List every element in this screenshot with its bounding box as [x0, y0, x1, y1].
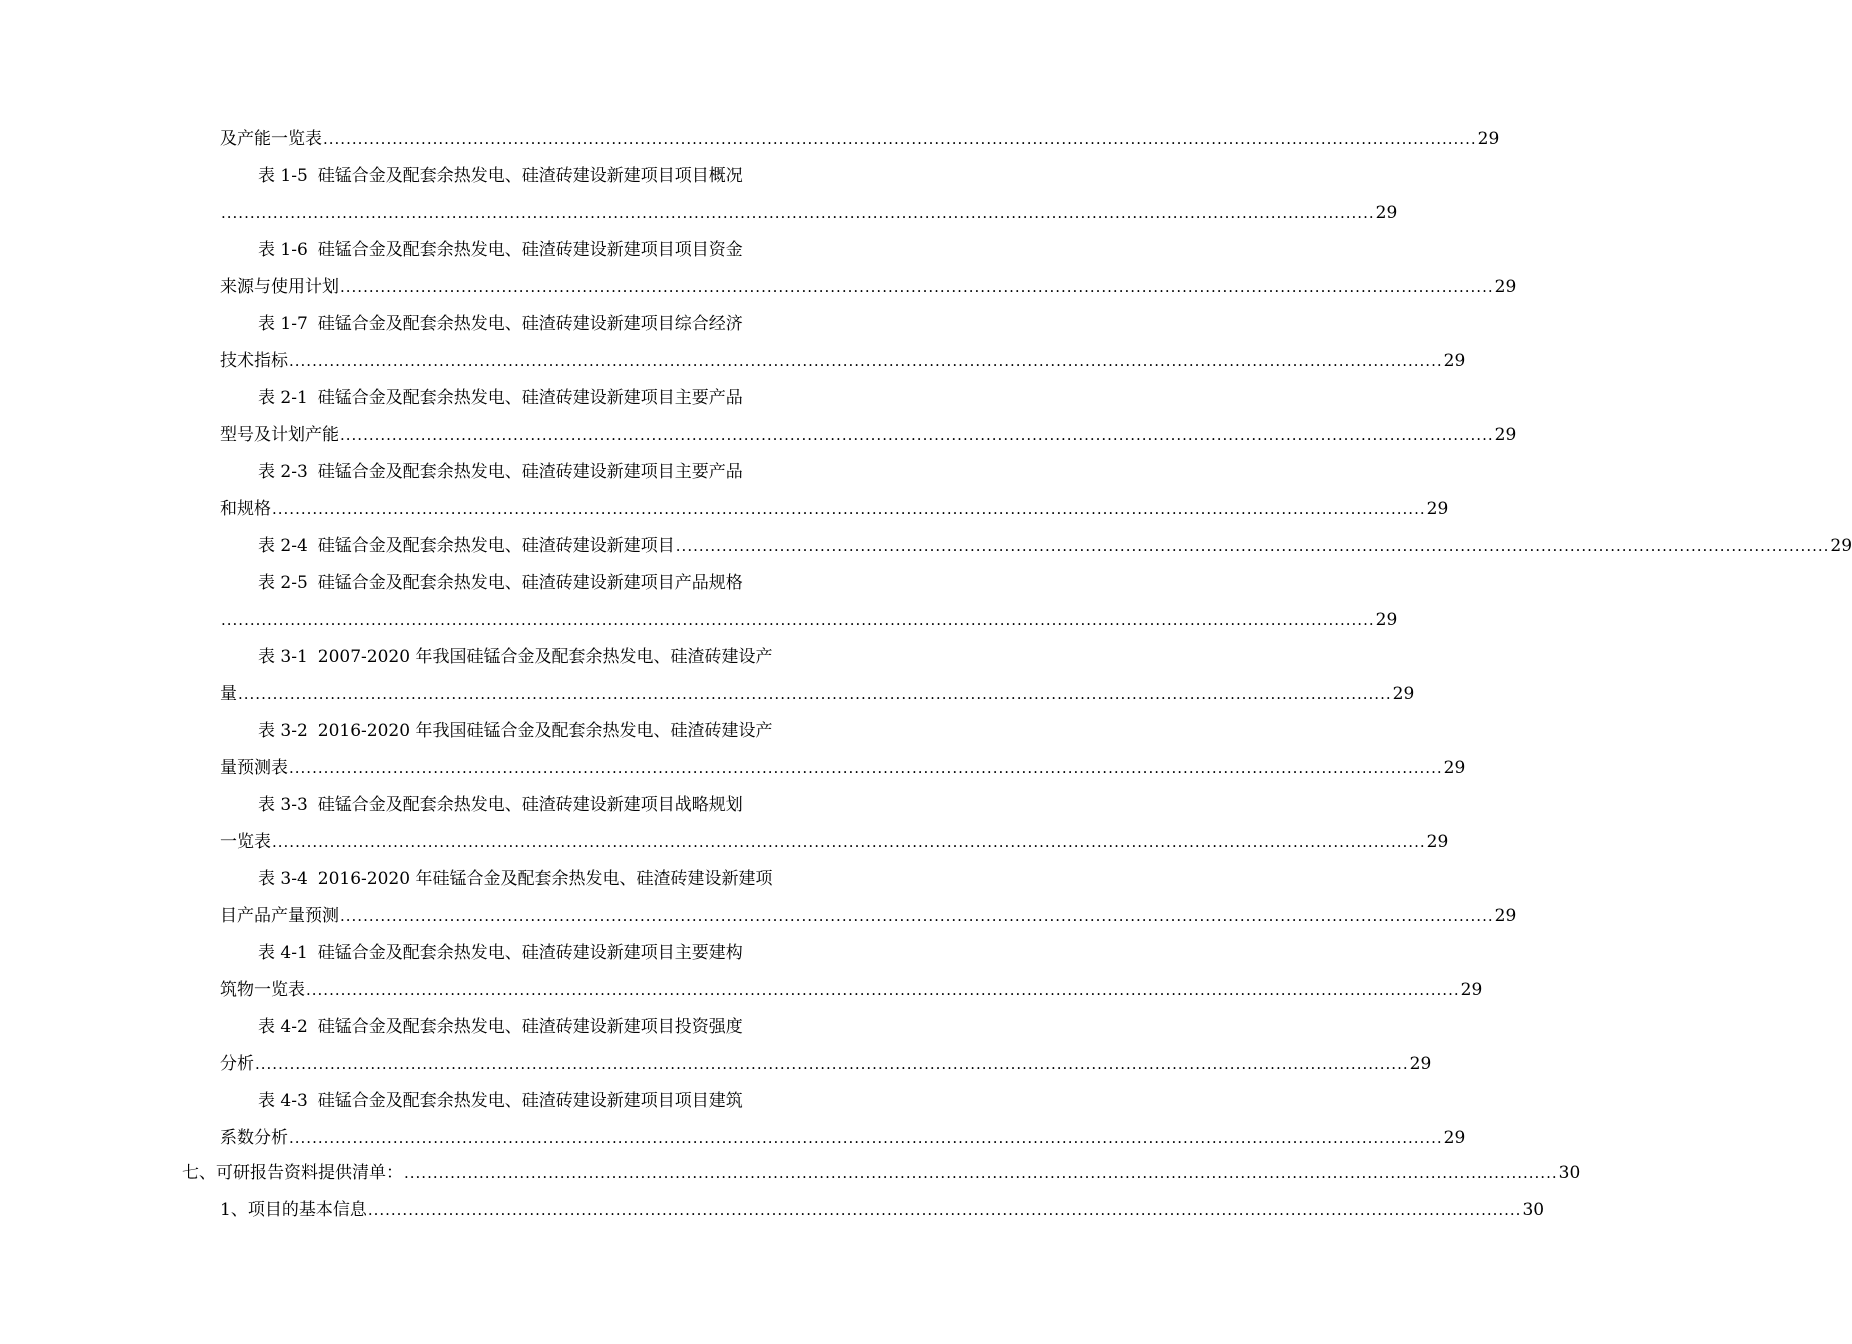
toc-entry-title: 硅锰合金及配套余热发电、硅渣砖建设新建项目投资强度 [317, 1017, 743, 1037]
toc-line[interactable] [258, 1014, 808, 1040]
toc-line[interactable] [220, 977, 1483, 1003]
toc-page-number: 29 [1375, 203, 1398, 223]
toc-table-number: 表 3-1 [258, 647, 308, 667]
toc-dot-leader: ........................................................................................................................................................................................................ [272, 833, 1426, 851]
toc-entry-title: 2016-2020 年硅锰合金及配套余热发电、硅渣砖建设新建项 [317, 869, 773, 889]
toc-entry-title: 量 [220, 684, 237, 704]
toc-dot-leader: ........................................................................................................................................................................................................ [404, 1164, 1558, 1182]
toc-line[interactable] [258, 718, 808, 744]
toc-dot-leader: ........................................................................................................................................................................................................ [221, 611, 1375, 629]
toc-entry-title: 硅锰合金及配套余热发电、硅渣砖建设新建项目项目资金 [317, 240, 743, 260]
toc-entry-title: 及产能一览表 [220, 129, 322, 149]
toc-line[interactable] [258, 459, 808, 485]
toc-table-number: 表 2-3 [258, 462, 308, 482]
toc-line[interactable] [258, 533, 1852, 559]
toc-entry-title: 量预测表 [220, 758, 288, 778]
toc-line[interactable] [258, 792, 808, 818]
toc-table-number: 表 3-3 [258, 795, 308, 815]
toc-page-number: 29 [1494, 425, 1517, 445]
toc-table-number: 表 4-3 [258, 1091, 308, 1111]
toc-entry-title: 硅锰合金及配套余热发电、硅渣砖建设新建项目主要建构 [317, 943, 743, 963]
toc-line[interactable] [220, 126, 1500, 152]
toc-table-number: 表 2-1 [258, 388, 308, 408]
toc-dot-leader: ........................................................................................................................................................................................................ [367, 1201, 1522, 1219]
toc-entry-title: 硅锰合金及配套余热发电、硅渣砖建设新建项目项目建筑 [317, 1091, 743, 1111]
toc-page-number: 30 [1522, 1200, 1545, 1220]
toc-page-number: 29 [1443, 758, 1466, 778]
toc-line[interactable] [258, 570, 808, 596]
toc-page-number: 29 [1392, 684, 1415, 704]
toc-table-number: 表 3-2 [258, 721, 308, 741]
toc-entry-title: 2007-2020 年我国硅锰合金及配套余热发电、硅渣砖建设产 [317, 647, 773, 667]
toc-line[interactable] [220, 829, 1449, 855]
toc-page-number: 29 [1477, 129, 1500, 149]
toc-page-number: 29 [1494, 277, 1517, 297]
toc-entry-title: 技术指标 [220, 351, 288, 371]
toc-dot-leader: ........................................................................................................................................................................................................ [289, 1129, 1443, 1147]
toc-entry-title: 2016-2020 年我国硅锰合金及配套余热发电、硅渣砖建设产 [317, 721, 773, 741]
toc-entry-title: 硅锰合金及配套余热发电、硅渣砖建设新建项目 [317, 536, 675, 556]
toc-table-number: 表 4-1 [258, 943, 308, 963]
toc-dot-leader: ........................................................................................................................................................................................................ [340, 426, 1494, 444]
toc-page-number: 29 [1830, 536, 1852, 556]
toc-dot-leader: ........................................................................................................................................................................................................ [675, 537, 1830, 555]
toc-table-number: 表 2-4 [258, 536, 308, 556]
toc-entry-title: 目产品产量预测 [220, 906, 339, 926]
toc-line[interactable] [258, 644, 808, 670]
toc-dot-leader: ........................................................................................................................................................................................................ [306, 981, 1460, 999]
toc-line[interactable] [220, 755, 1466, 781]
toc-entry-title: 来源与使用计划 [220, 277, 339, 297]
toc-dot-leader: ........................................................................................................................................................................................................ [340, 278, 1494, 296]
toc-line[interactable] [220, 1197, 1545, 1223]
toc-line[interactable] [220, 200, 1398, 226]
toc-page-number: 29 [1426, 832, 1449, 852]
toc-page-number: 29 [1460, 980, 1483, 1000]
toc-entry-title: 筑物一览表 [220, 980, 305, 1000]
toc-line[interactable] [182, 1160, 1581, 1186]
toc-entry-title: 1、项目的基本信息 [220, 1200, 367, 1220]
toc-line[interactable] [258, 1088, 808, 1114]
toc-page-number: 29 [1443, 1128, 1466, 1148]
toc-entry-title: 一览表 [220, 832, 271, 852]
toc-page-number: 29 [1409, 1054, 1432, 1074]
toc-line[interactable] [220, 1051, 1432, 1077]
toc-dot-leader: ........................................................................................................................................................................................................ [323, 130, 1477, 148]
toc-table-number: 表 1-6 [258, 240, 308, 260]
toc-table-number: 表 3-4 [258, 869, 308, 889]
toc-line[interactable] [258, 940, 808, 966]
toc-dot-leader: ........................................................................................................................................................................................................ [238, 685, 1392, 703]
toc-entry-title: 硅锰合金及配套余热发电、硅渣砖建设新建项目项目概况 [317, 166, 743, 186]
toc-dot-leader: ........................................................................................................................................................................................................ [289, 352, 1443, 370]
toc-dot-leader: ........................................................................................................................................................................................................ [221, 204, 1375, 222]
toc-table-number: 表 1-5 [258, 166, 308, 186]
toc-line[interactable] [258, 311, 808, 337]
toc-line[interactable] [220, 903, 1517, 929]
toc-line[interactable] [258, 237, 808, 263]
toc-table-number: 表 2-5 [258, 573, 308, 593]
toc-entry-title: 分析 [220, 1054, 254, 1074]
toc-line[interactable] [258, 163, 808, 189]
toc-line[interactable] [220, 1125, 1466, 1151]
toc-entry-title: 系数分析 [220, 1128, 288, 1148]
toc-page-number: 29 [1426, 499, 1449, 519]
toc-entry-title: 硅锰合金及配套余热发电、硅渣砖建设新建项目战略规划 [317, 795, 743, 815]
toc-line[interactable] [258, 385, 808, 411]
toc-page-number: 29 [1375, 610, 1398, 630]
toc-page-number: 29 [1494, 906, 1517, 926]
toc-entry-title: 和规格 [220, 499, 271, 519]
toc-entry-title: 硅锰合金及配套余热发电、硅渣砖建设新建项目产品规格 [317, 573, 743, 593]
toc-entry-title: 硅锰合金及配套余热发电、硅渣砖建设新建项目综合经济 [317, 314, 743, 334]
toc-dot-leader: ........................................................................................................................................................................................................ [340, 907, 1494, 925]
toc-entry-title: 硅锰合金及配套余热发电、硅渣砖建设新建项目主要产品 [317, 462, 743, 482]
toc-line[interactable] [258, 866, 808, 892]
toc-table-number: 表 4-2 [258, 1017, 308, 1037]
toc-page-number: 29 [1443, 351, 1466, 371]
toc-entry-title: 硅锰合金及配套余热发电、硅渣砖建设新建项目主要产品 [317, 388, 743, 408]
toc-line[interactable] [220, 274, 1517, 300]
toc-line[interactable] [220, 348, 1466, 374]
toc-line[interactable] [220, 681, 1415, 707]
toc-page-number: 30 [1558, 1163, 1581, 1183]
toc-entry-title: 七、可研报告资料提供清单： [182, 1163, 403, 1183]
toc-dot-leader: ........................................................................................................................................................................................................ [272, 500, 1426, 518]
toc-line[interactable] [220, 607, 1398, 633]
toc-table-number: 表 1-7 [258, 314, 308, 334]
toc-line[interactable] [220, 422, 1517, 448]
toc-dot-leader: ........................................................................................................................................................................................................ [255, 1055, 1409, 1073]
toc-line[interactable] [220, 496, 1449, 522]
toc-entry-title: 型号及计划产能 [220, 425, 339, 445]
toc-dot-leader: ........................................................................................................................................................................................................ [289, 759, 1443, 777]
